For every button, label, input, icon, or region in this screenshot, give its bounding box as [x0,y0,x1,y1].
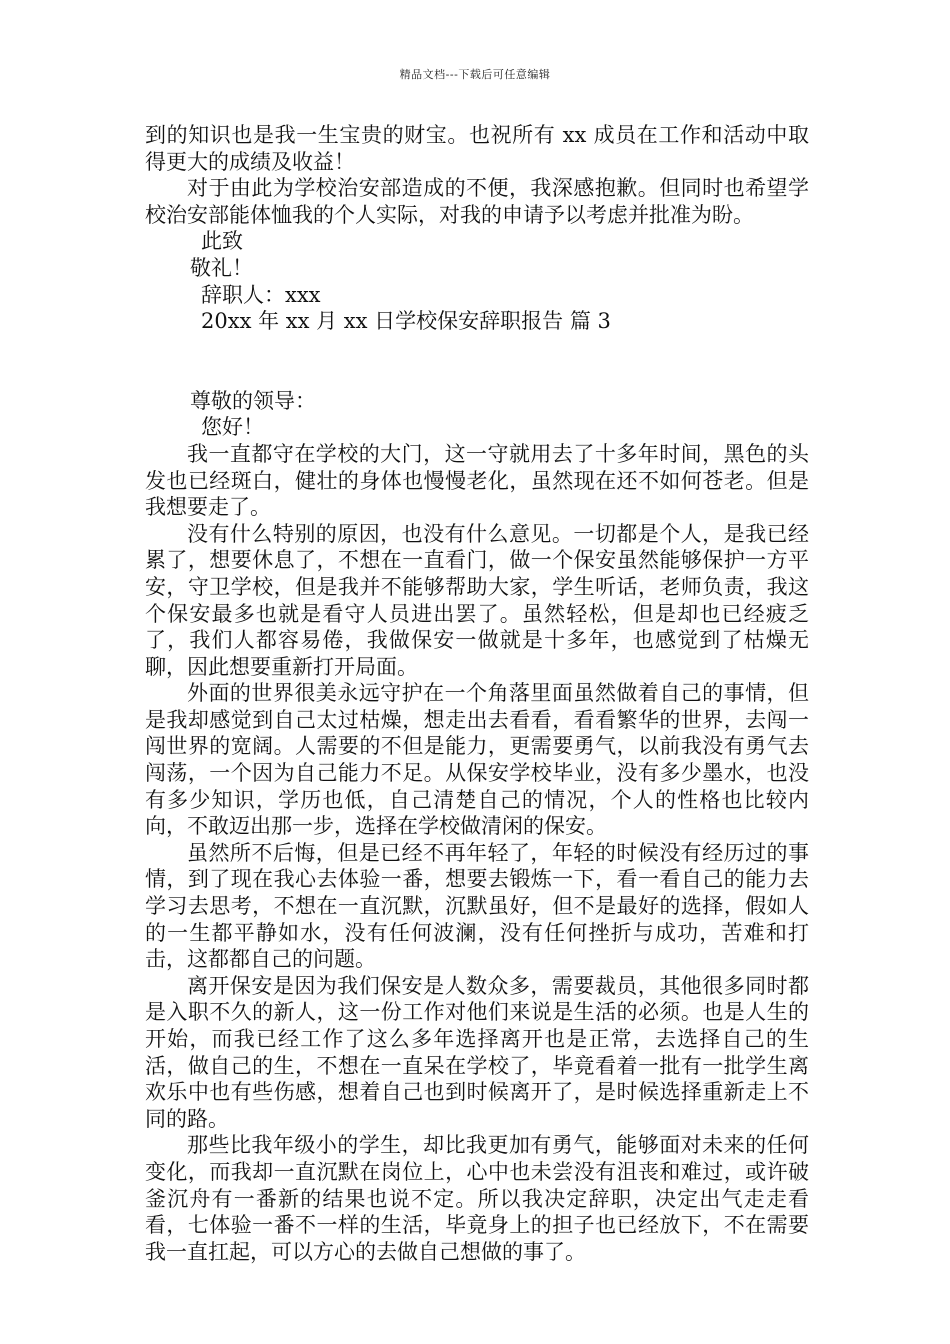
paragraph-apology: 对于由此为学校治安部造成的不便，我深感抱歉。但同时也希望学校治安部能体恤我的个人实际，对我的申请予以考虑并批准为盼。 [145,176,809,227]
closing-line-1: 此致 [201,229,243,254]
closing-line-2: 敬礼！ [190,255,253,280]
paragraph-1: 我一直都守在学校的大门，这一守就用去了十多年时间，黑色的头发也已经斑白，健壮的身体也慢慢老化，虽然现在还不如何苍老。但是我想要走了。 [145,441,809,520]
date-title-line: 20xx 年 xx 月 xx 日学校保安辞职报告 篇 3 [201,309,611,334]
paragraph-continuation: 到的知识也是我一生宝贵的财宝。也祝所有 xx 成员在工作和活动中取得更大的成绩及收益！ [145,123,809,174]
paragraph-5: 离开保安是因为我们保安是人数众多，需要裁员，其他很多同时都是入职不久的新人，这一份工作对他们来说是生活的必须。也是人生的开始，而我已经工作了这么多年选择离开也是正常，去选择自己的生活，做自己的生，不想在一直呆在学校了，毕竟看着一批有一批学生离欢乐中也有些伤感，想着自己也到时候离开了，是时候选择重新走上不同的路。 [145,973,809,1131]
salutation: 尊敬的领导： [190,388,316,413]
paragraph-2: 没有什么特别的原因，也没有什么意见。一切都是个人，是我已经累了，想要休息了，不想在一直看门，做一个保安虽然能够保护一方平安，守卫学校，但是我并不能够帮助大家，学生听话，老师负责，我这个保安最多也就是看守人员进出罢了。虽然轻松，但是却也已经疲乏了，我们人都容易倦，我做保安一做就是十多年，也感觉到了枯燥无聊，因此想要重新打开局面。 [145,521,809,679]
document-body [145,122,809,1265]
paragraph-3: 外面的世界很美永远守护在一个角落里面虽然做着自己的事情，但是我却感觉到自己太过枯燥，想走出去看看，看看繁华的世界，去闯一闯世界的宽阔。人需要的不但是能力，更需要勇气，以前我没有勇气去闯荡，一个因为自己能力不足。从保安学校毕业，没有多少墨水，也没有多少知识，学历也低，自己清楚自己的情况，个人的性格也比较内向，不敢迈出那一步，选择在学校做清闲的保安。 [145,681,809,839]
paragraph-6: 那些比我年级小的学生，却比我更加有勇气，能够面对未来的任何变化，而我却一直沉默在岗位上，心中也未尝没有沮丧和难过，或许破釜沉舟有一番新的结果也说不定。所以我决定辞职，决定出气走走看看，七体验一番不一样的生活，毕竟身上的担子也已经放下，不在需要我一直扛起，可以方心的去做自己想做的事了。 [145,1133,809,1264]
page-header: 精品文档---下载后可任意编辑 [399,68,551,81]
signer-line: 辞职人：xxx [201,282,321,307]
paragraph-4: 虽然所不后悔，但是已经不再年轻了，年轻的时候没有经历过的事情，到了现在我心去体验一番，想要去锻炼一下，看一看自己的能力去学习去思考，不想在一直沉默，沉默虽好，但不是最好的选择，假如人的一生都平静如水，没有任何波澜，没有任何挫折与成功，苦难和打击，这都都自己的问题。 [145,840,809,972]
greeting: 您好！ [201,415,264,440]
section-gap [145,335,809,388]
